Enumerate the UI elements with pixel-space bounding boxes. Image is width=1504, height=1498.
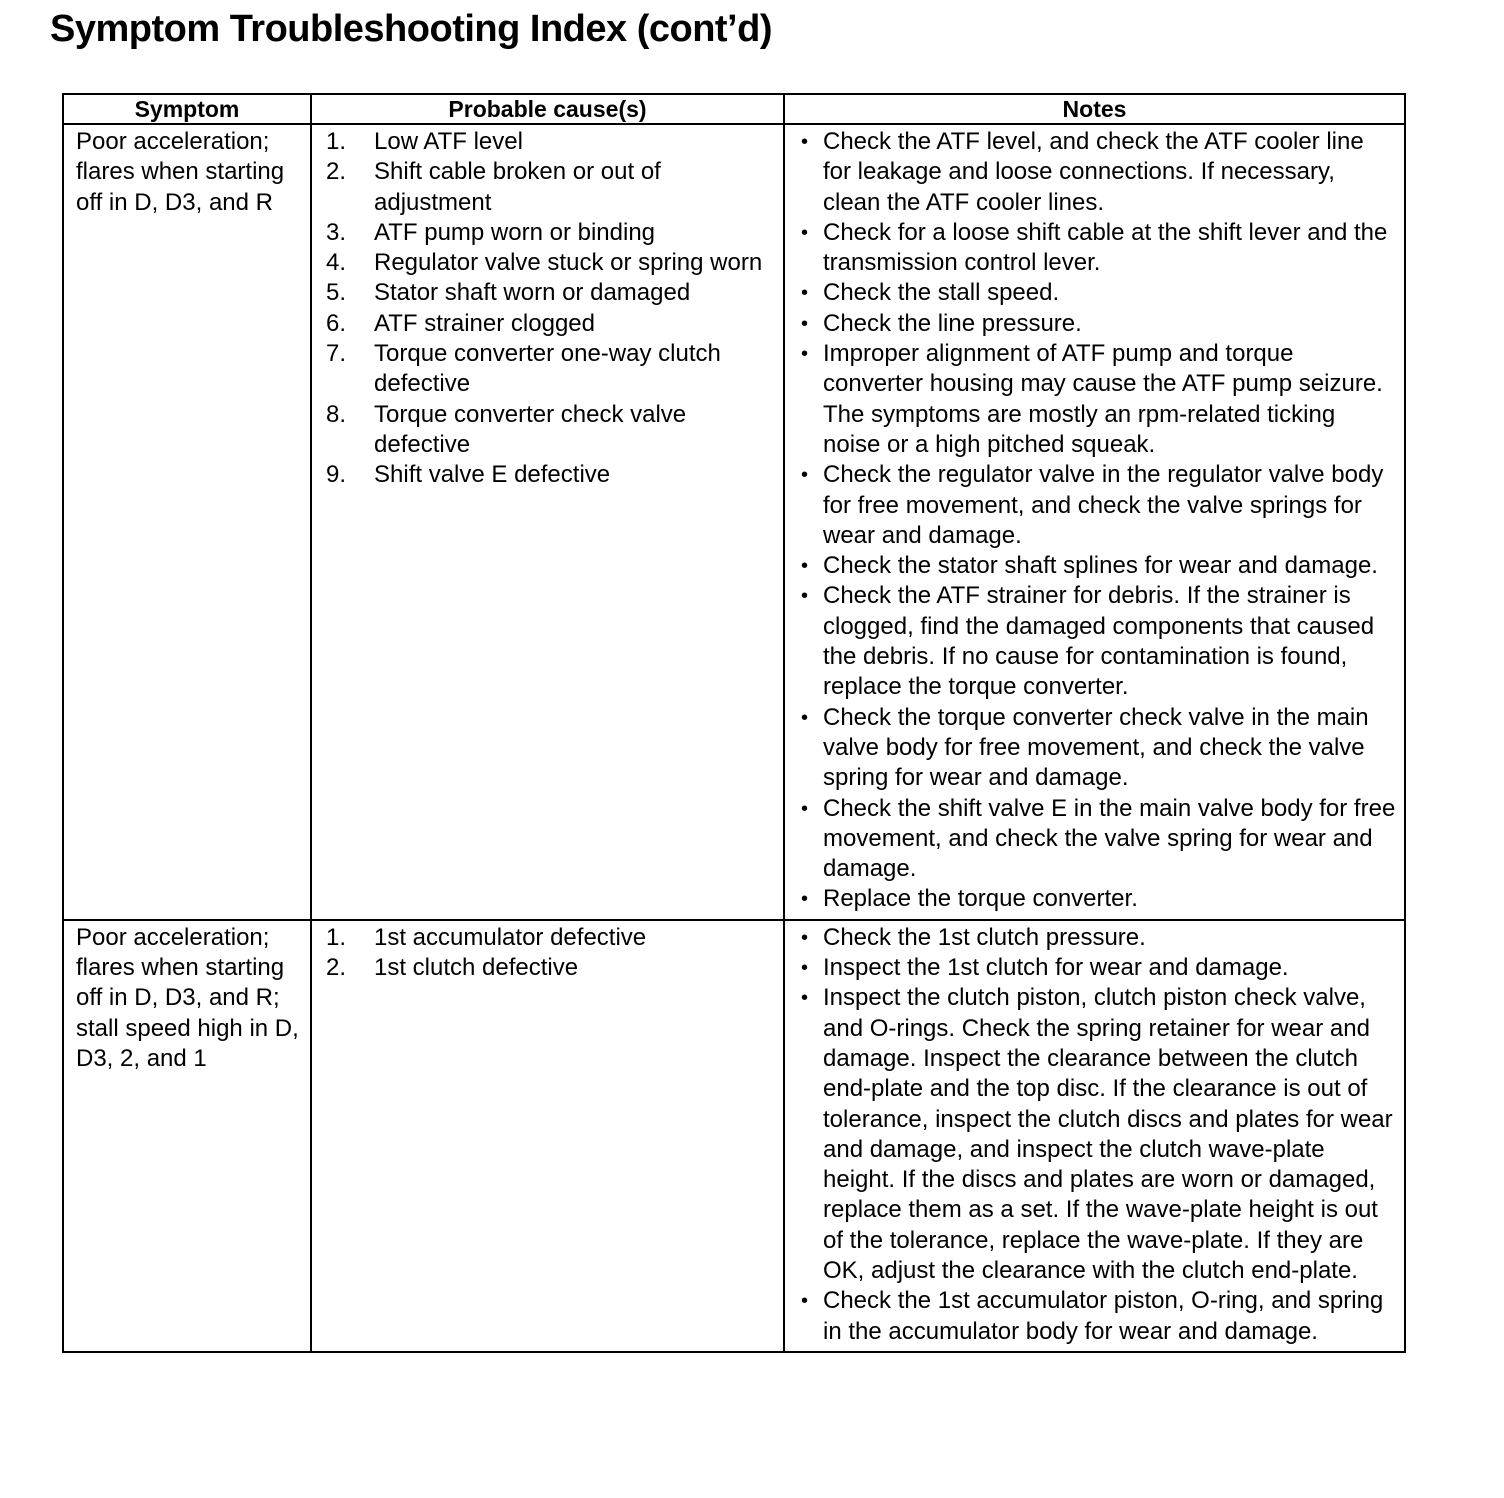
symptom-cell: Poor acceleration; flares when starting off in D, D3, and R	[63, 124, 311, 920]
cause-text: 1st accumulator defective	[374, 923, 647, 951]
bullet-icon: •	[801, 585, 809, 608]
note-text: Check the line pressure.	[823, 309, 1082, 337]
note-text: Inspect the clutch piston, clutch piston check valve, and O-rings. Check the spring retainer for wear and damage. Inspect the clearance between the clutch end-plate and the top disc. If the clearance is out of tolerance, inspect the clutch discs and plates for wear and damage, and inspect the clutch wave-plate height. If the discs and plates are worn or damaged, replace them as a set. If the wave-plate height is out of the tolerance, replace the wave-plate. If they are OK, adjust the clearance with the clutch end-plate.	[823, 984, 1393, 1284]
cause-text: ATF strainer clogged	[374, 309, 595, 337]
note-item	[799, 218, 1398, 279]
cause-item	[326, 460, 775, 490]
symptom-cell: Poor acceleration; flares when starting off in D, D3, and R; stall speed high in D, D3, 2, and 1	[63, 920, 311, 1352]
note-text: Replace the torque converter.	[823, 885, 1138, 913]
cause-item	[326, 923, 775, 953]
cause-text: Regulator valve stuck or spring worn	[374, 249, 763, 277]
bullet-icon: •	[801, 282, 809, 305]
cause-item	[326, 278, 775, 308]
bullet-icon: •	[801, 464, 809, 487]
cause-number: 9.	[326, 461, 347, 489]
notes-list	[799, 923, 1398, 1347]
cause-number: 6.	[326, 309, 347, 337]
cause-number: 4.	[326, 249, 347, 277]
cause-item	[326, 157, 775, 218]
note-item	[799, 127, 1398, 218]
page-title: Symptom Troubleshooting Index (cont’d)	[50, 8, 772, 50]
notes-cell	[784, 124, 1405, 920]
troubleshooting-table	[62, 93, 1406, 1353]
notes-list	[799, 127, 1398, 915]
note-text: Improper alignment of ATF pump and torque converter housing may cause the ATF pump seizure. The symptoms are mostly an rpm-related ticking noise or a high pitched squeak.	[823, 340, 1383, 458]
causes-cell	[311, 920, 784, 1352]
cause-item	[326, 127, 775, 157]
bullet-icon: •	[801, 957, 809, 980]
note-item	[799, 794, 1398, 885]
cause-text: Low ATF level	[374, 128, 523, 155]
table-row	[63, 920, 1405, 1352]
bullet-icon: •	[801, 131, 809, 153]
note-text: Inspect the 1st clutch for wear and damage.	[823, 954, 1289, 982]
cause-text: Shift valve E defective	[374, 461, 611, 489]
cause-number: 2.	[326, 954, 347, 982]
cause-item	[326, 309, 775, 339]
note-item	[799, 551, 1398, 581]
causes-list	[326, 923, 775, 984]
cause-number: 2.	[326, 158, 347, 186]
cause-text: 1st clutch defective	[374, 954, 579, 982]
bullet-icon: •	[801, 797, 809, 820]
cause-text: Torque converter one-way clutch defective	[374, 340, 721, 398]
causes-cell	[311, 124, 784, 920]
cause-number: 7.	[326, 340, 347, 368]
cause-number: 1.	[326, 128, 347, 155]
column-header-notes: Notes	[784, 94, 1405, 124]
table-row	[63, 124, 1405, 920]
note-text: Check the stator shaft splines for wear and damage.	[823, 552, 1378, 580]
cause-item	[326, 218, 775, 248]
cause-number: 5.	[326, 279, 347, 307]
cause-item	[326, 339, 775, 400]
column-header-symptom: Symptom	[63, 94, 311, 124]
note-item	[799, 703, 1398, 794]
note-item	[799, 1286, 1398, 1347]
note-item	[799, 309, 1398, 339]
note-item	[799, 460, 1398, 551]
bullet-icon: •	[801, 706, 809, 729]
note-text: Check the ATF level, and check the ATF cooler line for leakage and loose connections. If necessary, clean the ATF cooler lines.	[823, 128, 1364, 216]
cause-item	[326, 953, 775, 983]
note-text: Check the shift valve E in the main valve body for free movement, and check the valve spring for wear and damage.	[823, 794, 1396, 883]
bullet-icon: •	[801, 987, 809, 1010]
bullet-icon: •	[801, 888, 809, 911]
bullet-icon: •	[801, 555, 809, 578]
causes-list	[326, 127, 775, 491]
cause-item	[326, 400, 775, 461]
note-text: Check the stall speed.	[823, 279, 1060, 307]
note-item	[799, 884, 1398, 914]
note-item	[799, 953, 1398, 983]
cause-text: ATF pump worn or binding	[374, 218, 656, 246]
note-text: Check the regulator valve in the regulator valve body for free movement, and check the valve springs for wear and damage.	[823, 461, 1384, 549]
cause-text: Torque converter check valve defective	[374, 400, 687, 458]
bullet-icon: •	[801, 926, 809, 949]
cause-text: Stator shaft worn or damaged	[374, 279, 691, 307]
notes-cell	[784, 920, 1405, 1352]
note-text: Check for a loose shift cable at the shift lever and the transmission control lever.	[823, 218, 1388, 277]
note-item	[799, 923, 1398, 953]
note-text: Check the 1st accumulator piston, O-ring, and spring in the accumulator body for wear and damage.	[823, 1287, 1384, 1345]
bullet-icon: •	[801, 1290, 809, 1313]
note-item	[799, 983, 1398, 1286]
bullet-icon: •	[801, 221, 809, 244]
note-text: Check the torque converter check valve in the main valve body for free movement, and check the valve spring for wear and damage.	[823, 703, 1369, 792]
table-header-row	[63, 94, 1405, 124]
cause-text: Shift cable broken or out of adjustment	[374, 158, 661, 216]
note-text: Check the 1st clutch pressure.	[823, 923, 1146, 951]
note-text: Check the ATF strainer for debris. If the strainer is clogged, find the damaged components that caused the debris. If no cause for contamination is found, replace the torque converter.	[823, 582, 1375, 701]
cause-number: 8.	[326, 400, 347, 428]
column-header-causes: Probable cause(s)	[311, 94, 784, 124]
bullet-icon: •	[801, 312, 809, 335]
note-item	[799, 581, 1398, 702]
note-item	[799, 339, 1398, 460]
note-item	[799, 278, 1398, 308]
bullet-icon: •	[801, 343, 809, 366]
cause-item	[326, 248, 775, 278]
cause-number: 1.	[326, 923, 347, 951]
cause-number: 3.	[326, 218, 347, 246]
